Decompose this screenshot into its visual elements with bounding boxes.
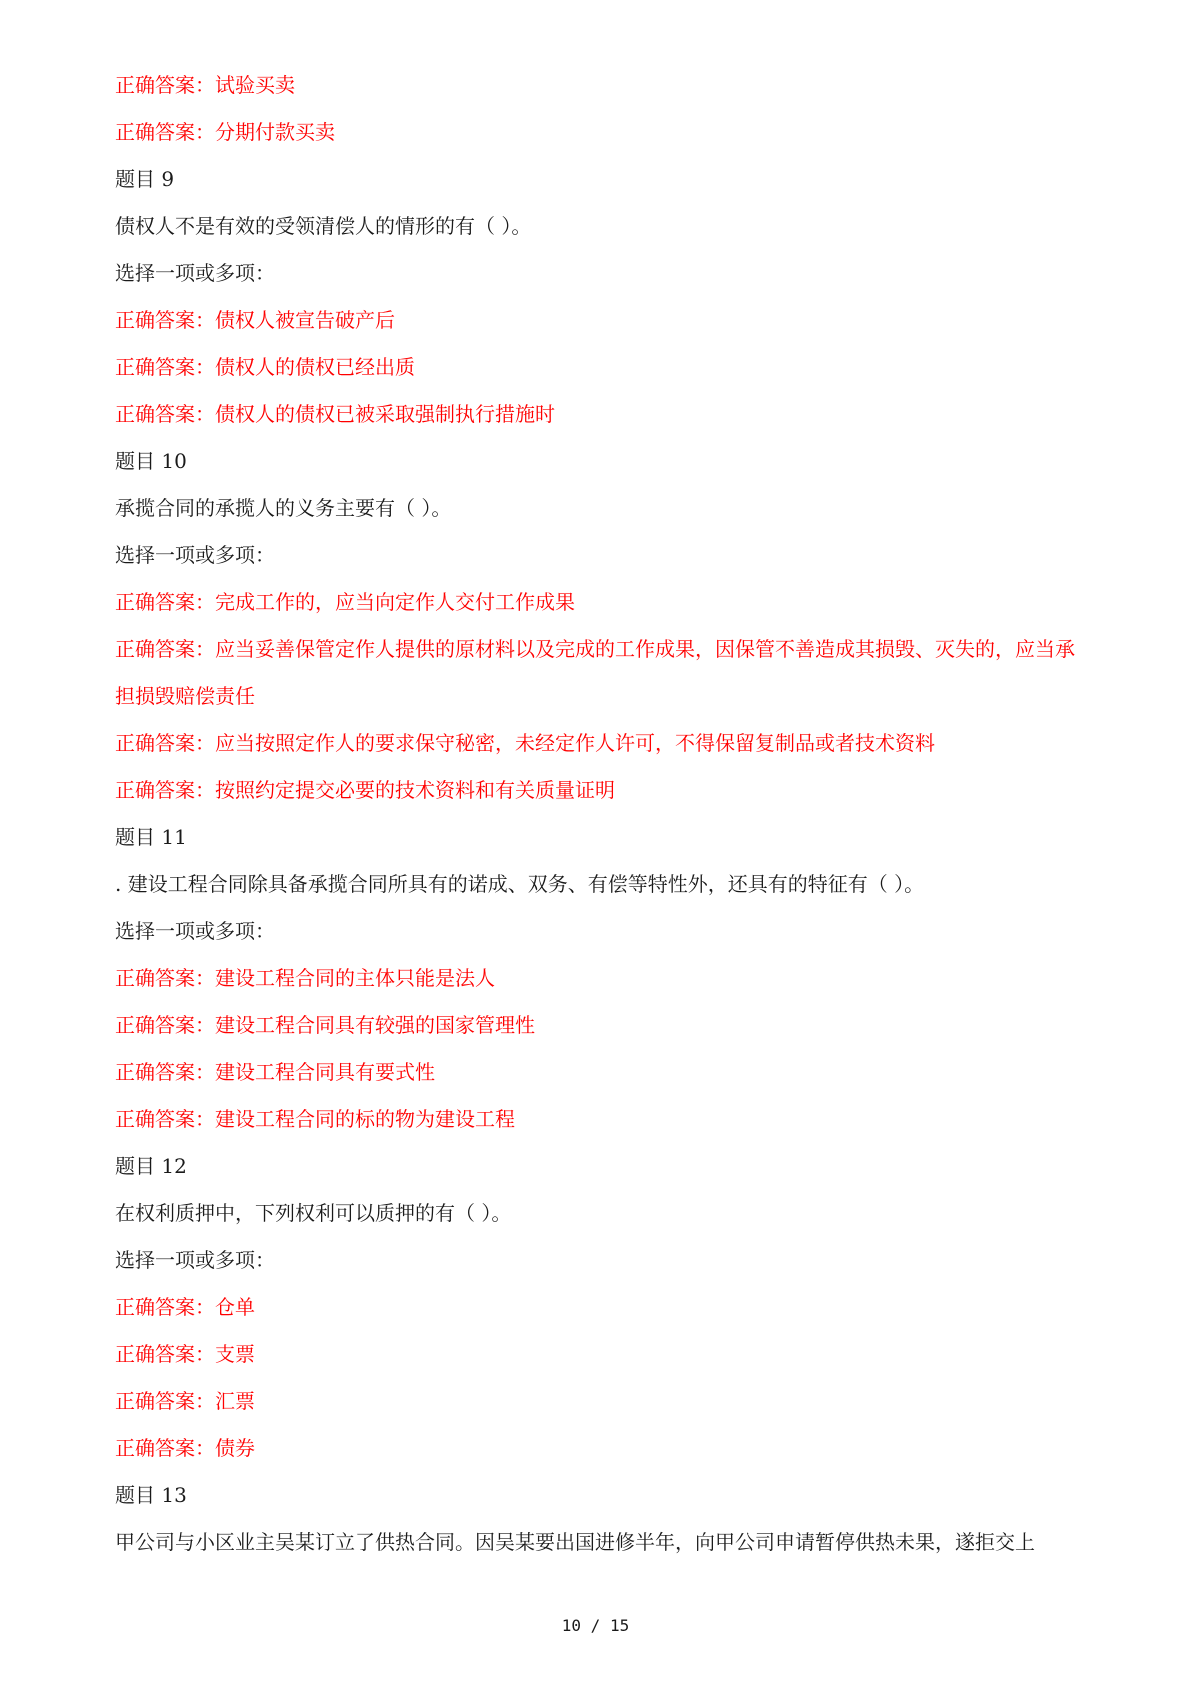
selection-prompt: 选择一项或多项： <box>115 919 275 943</box>
answer-line: 正确答案：建设工程合同具有要式性 <box>115 1060 435 1084</box>
page-number: 10 / 15 <box>561 1616 630 1635</box>
answer-line: 正确答案：债权人的债权已被采取强制执行措施时 <box>115 402 555 426</box>
answer-line: 正确答案：债权人的债权已经出质 <box>115 355 415 379</box>
question-text: 在权利质押中，下列权利可以质押的有（ ）。 <box>115 1201 512 1225</box>
question-text: . 建设工程合同除具备承揽合同所具有的诺成、双务、有偿等特性外，还具有的特征有（ ）。 <box>115 872 925 896</box>
question-heading: 题目 11 <box>115 825 187 849</box>
answer-line: 正确答案：应当妥善保管定作人提供的原材料以及完成的工作成果，因保管不善造成其损毁、灭失的，应当承担损毁赔偿责任 <box>115 637 1075 708</box>
selection-prompt: 选择一项或多项： <box>115 543 275 567</box>
document-body <box>115 62 1075 1566</box>
answer-line: 正确答案：分期付款买卖 <box>115 120 335 144</box>
question-heading: 题目 13 <box>115 1483 187 1507</box>
answer-line: 正确答案：建设工程合同具有较强的国家管理性 <box>115 1013 535 1037</box>
answer-line: 正确答案：建设工程合同的标的物为建设工程 <box>115 1107 515 1131</box>
answer-line: 正确答案：试验买卖 <box>115 73 295 97</box>
selection-prompt: 选择一项或多项： <box>115 1248 275 1272</box>
question-text: 甲公司与小区业主吴某订立了供热合同。因吴某要出国进修半年，向甲公司申请暂停供热未果，遂拒交上 <box>115 1530 1035 1554</box>
selection-prompt: 选择一项或多项： <box>115 261 275 285</box>
answer-line: 正确答案：债权人被宣告破产后 <box>115 308 395 332</box>
answer-line: 正确答案：应当按照定作人的要求保守秘密，未经定作人许可，不得保留复制品或者技术资料 <box>115 731 935 755</box>
answer-line: 正确答案：仓单 <box>115 1295 255 1319</box>
answer-line: 正确答案：按照约定提交必要的技术资料和有关质量证明 <box>115 778 615 802</box>
question-heading: 题目 10 <box>115 449 187 473</box>
answer-line: 正确答案：汇票 <box>115 1389 255 1413</box>
question-heading: 题目 12 <box>115 1154 187 1178</box>
answer-line: 正确答案：完成工作的，应当向定作人交付工作成果 <box>115 590 575 614</box>
answer-line: 正确答案：建设工程合同的主体只能是法人 <box>115 966 495 990</box>
question-text: 承揽合同的承揽人的义务主要有（ ）。 <box>115 496 452 520</box>
answer-line: 正确答案：债券 <box>115 1436 255 1460</box>
question-heading: 题目 9 <box>115 167 175 191</box>
answer-line: 正确答案：支票 <box>115 1342 255 1366</box>
question-text: 债权人不是有效的受领清偿人的情形的有（ ）。 <box>115 214 532 238</box>
